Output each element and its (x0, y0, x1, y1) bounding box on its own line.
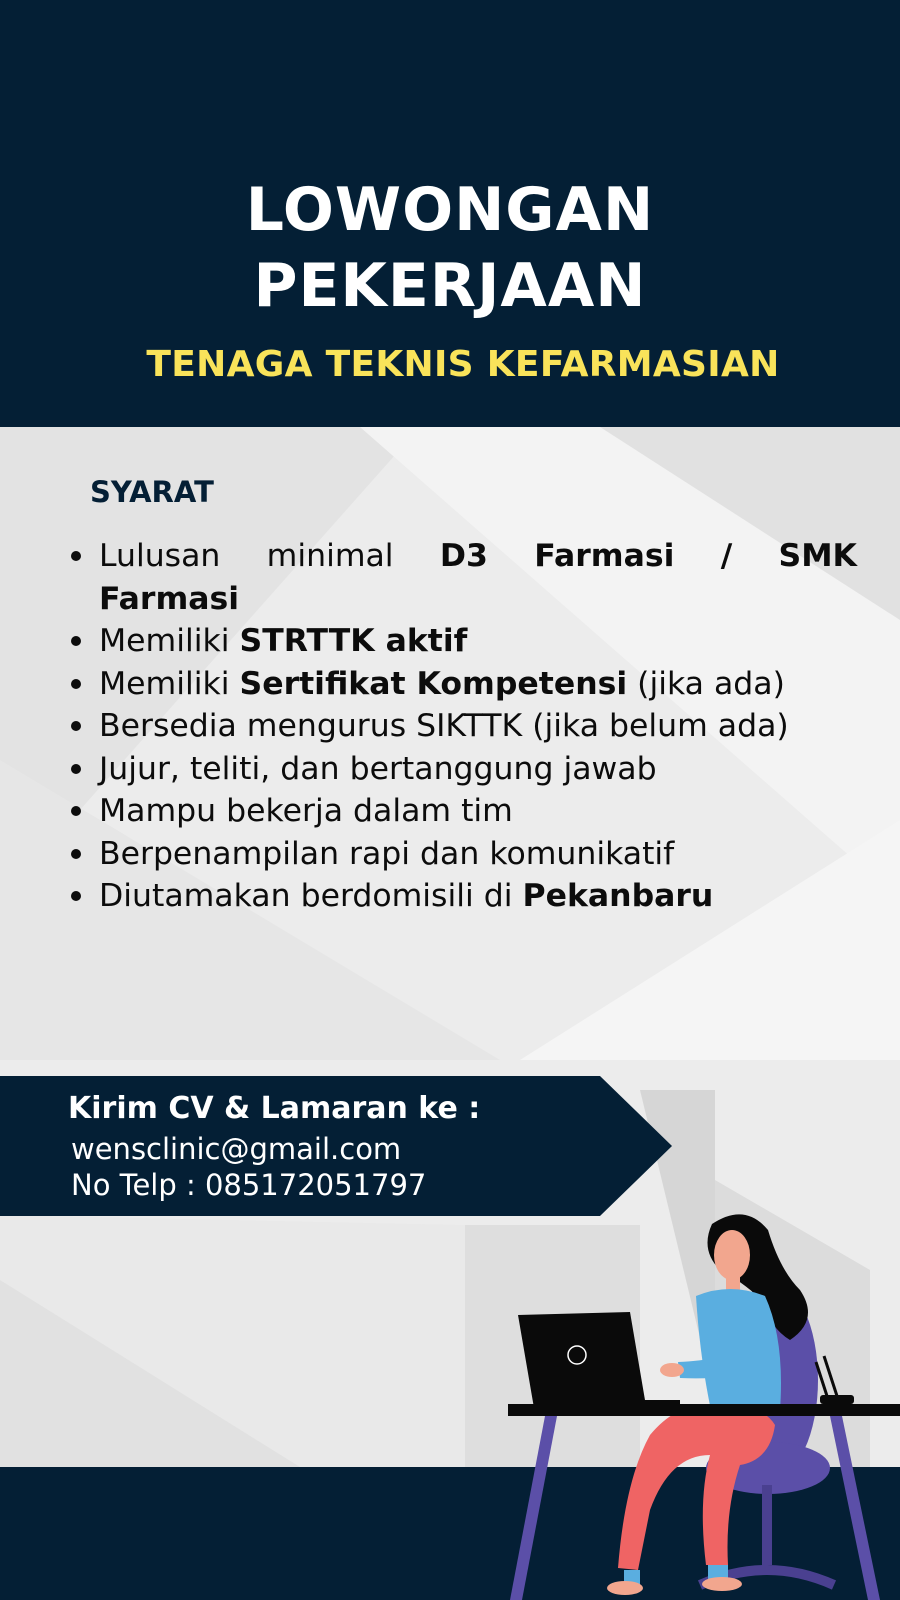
requirement-word-bold: Farmasi (534, 538, 675, 574)
requirement-text: Berpenampilan rapi dan komunikatif (99, 835, 675, 872)
requirement-word: Lulusan (99, 538, 221, 574)
requirement-word-bold: Farmasi (99, 580, 240, 617)
requirement-text: Memiliki (99, 623, 240, 659)
requirement-word-bold: D3 (439, 538, 488, 574)
list-item (67, 875, 857, 918)
requirement-bold-text: Sertifikat Kompetensi (239, 665, 628, 702)
list-item (67, 705, 857, 748)
list-item (67, 620, 857, 663)
list-item (67, 535, 857, 620)
face-icon (714, 1230, 750, 1280)
requirement-text: Bersedia mengurus SIKTTK (jika belum ada) (99, 708, 789, 744)
requirement-word-bold: / (720, 538, 733, 574)
contact-email[interactable]: wensclinic@gmail.com (71, 1132, 402, 1166)
laptop-icon (518, 1312, 646, 1408)
requirement-text: Memiliki (99, 665, 240, 702)
requirement-bold-text: Pekanbaru (522, 878, 714, 914)
title-line-1: LOWONGAN (245, 175, 655, 245)
list-item (67, 833, 857, 876)
contact-phone[interactable]: No Telp : 085172051797 (71, 1168, 427, 1202)
requirement-text: Mampu bekerja dalam tim (99, 793, 513, 829)
page-title (0, 172, 900, 324)
woman-laptop-illustration (500, 1210, 900, 1600)
list-item (67, 790, 857, 833)
requirement-text: Jujur, teliti, dan bertanggung jawab (99, 750, 657, 787)
contact-title: Kirim CV & Lamaran ke : (68, 1091, 481, 1126)
list-item (67, 748, 857, 791)
title-line-2: PEKERJAAN (253, 251, 647, 321)
requirements-list (67, 535, 857, 918)
requirements-heading: SYARAT (90, 475, 214, 509)
requirement-word-bold: SMK (778, 538, 857, 574)
job-position-subtitle: TENAGA TEKNIS KEFARMASIAN (146, 344, 780, 385)
requirement-text: Diutamakan berdomisili di (99, 878, 523, 914)
list-item (67, 663, 857, 706)
requirement-bold-text: STRTTK aktif (239, 623, 468, 659)
requirement-line-1 (99, 535, 857, 578)
requirement-text-after: (jika ada) (627, 665, 785, 702)
requirement-word: minimal (266, 538, 394, 574)
